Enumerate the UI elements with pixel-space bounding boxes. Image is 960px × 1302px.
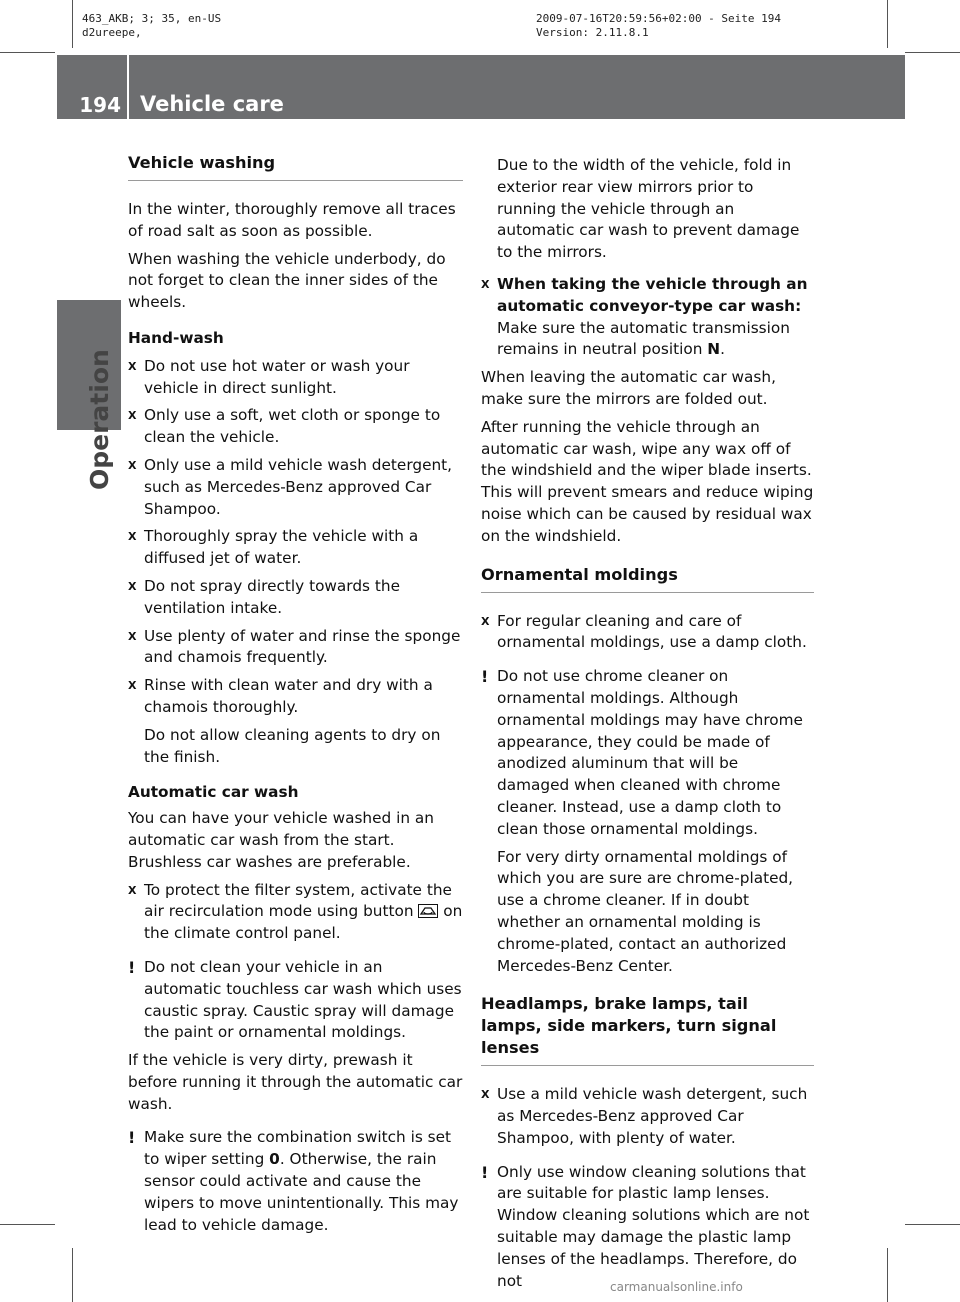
- list-item-followup: Do not allow cleaning agents to dry on the finish.: [144, 725, 441, 766]
- crop-mark: [72, 0, 73, 48]
- chapter-title: Vehicle care: [140, 92, 284, 116]
- crop-mark: [72, 1248, 73, 1302]
- arrow-right-icon: X: [128, 409, 137, 423]
- warning-note: ! Do not clean your vehicle in an automatic touchless car wash which uses caustic spray. Caustic spray will damage the paint or ornamental moldings.: [128, 957, 462, 1042]
- left-column: [128, 152, 463, 1242]
- list-item-followup: Due to the width of the vehicle, fold in exterior rear view mirrors prior to running the vehicle through an automatic car wash to prevent damage to the mirrors.: [497, 156, 800, 262]
- exclamation-icon: !: [128, 957, 136, 977]
- right-column: [481, 155, 814, 1298]
- crop-mark: [905, 1224, 960, 1225]
- paragraph: You can have your vehicle washed in an automatic car wash from the start. Brushless car washes are preferable.: [128, 809, 434, 871]
- crop-mark: [0, 1224, 55, 1225]
- header-divider: [127, 55, 129, 119]
- arrow-right-icon: X: [128, 579, 137, 593]
- exclamation-icon: !: [128, 1128, 136, 1148]
- print-meta-right: 2009-07-16T20:59:56+02:00 - Seite 194 Version: 2.11.8.1: [536, 12, 782, 39]
- paragraph: In the winter, thoroughly remove all traces of road salt as soon as possible.: [128, 200, 456, 240]
- subheading-hand-wash: Hand-wash: [128, 328, 224, 347]
- side-tab-label: Operation: [85, 349, 114, 490]
- list-item: X Do not spray directly towards the ventilation intake.: [128, 576, 400, 617]
- list-item: X Thoroughly spray the vehicle with a diffused jet of water.: [128, 527, 419, 568]
- print-meta-left: 463_AKB; 3; 35, en-US d2ureepe,: [82, 12, 222, 39]
- list-item: X To protect the filter system, activate the air recirculation mode using button on the climate control panel.: [128, 880, 463, 943]
- warning-note: ! Make sure the combination switch is set to wiper setting 0. Otherwise, the rain sensor could activate and cause the wipers to move unintentionally. This may lead to vehicle damage.: [128, 1128, 459, 1234]
- list-item: X For regular cleaning and care of ornamental moldings, use a damp cloth.: [481, 611, 807, 652]
- watermark: carmanualsonline.info: [610, 1280, 743, 1294]
- arrow-right-icon: X: [128, 883, 137, 897]
- arrow-right-icon: X: [128, 679, 137, 693]
- arrow-right-icon: X: [128, 458, 137, 472]
- section-heading-ornamental-moldings: Ornamental moldings: [481, 564, 814, 593]
- list-item: X When taking the vehicle through an automatic conveyor-type car wash: Make sure the automatic transmission remains in neutral position N.: [481, 274, 808, 359]
- subheading-automatic-car-wash: Automatic car wash: [128, 783, 299, 802]
- note-followup: For very dirty ornamental moldings of which you are sure are chrome-plated, use a chrome cleaner. If in doubt whether an ornamental molding is chrome-plated, contact an authorized Mercedes-Benz Center.: [497, 847, 794, 975]
- list-item: X Only use a mild vehicle wash detergent, such as Mercedes-Benz approved Car Shampoo.: [128, 455, 453, 518]
- crop-mark: [887, 0, 888, 48]
- crop-mark: [905, 52, 960, 53]
- arrow-right-icon: X: [481, 1088, 490, 1102]
- exclamation-icon: !: [481, 1162, 489, 1182]
- paragraph: When leaving the automatic car wash, make sure the mirrors are folded out.: [481, 368, 776, 408]
- list-item: X Use plenty of water and rinse the sponge and chamois frequently.: [128, 626, 461, 667]
- crop-mark: [0, 52, 55, 53]
- air-recirculation-icon: [418, 904, 438, 918]
- list-item: X Do not use hot water or wash your vehicle in direct sunlight.: [128, 356, 410, 397]
- section-heading-lamps: Headlamps, brake lamps, tail lamps, side markers, turn signal lenses: [481, 993, 814, 1066]
- paragraph: When washing the vehicle underbody, do not forget to clean the inner sides of the wheels.: [128, 249, 446, 312]
- list-item: X Only use a soft, wet cloth or sponge to clean the vehicle.: [128, 406, 441, 447]
- warning-note: ! Only use window cleaning solutions that are suitable for plastic lamp lenses. Window cleaning solutions which are not suitable may damage the plastic lamp lenses of the headlamps. Therefore, do not: [481, 1162, 810, 1290]
- arrow-right-icon: X: [128, 629, 137, 643]
- page-number: 194: [79, 93, 121, 117]
- list-item: X Use a mild vehicle wash detergent, such as Mercedes-Benz approved Car Shampoo, with plenty of water.: [481, 1085, 808, 1147]
- paragraph: If the vehicle is very dirty, prewash it before running it through the automatic car wash.: [128, 1051, 463, 1113]
- list-item: X Rinse with clean water and dry with a chamois thoroughly.: [128, 676, 433, 716]
- arrow-right-icon: X: [481, 614, 490, 628]
- crop-mark: [887, 1248, 888, 1302]
- arrow-right-icon: X: [128, 530, 137, 544]
- warning-note: ! Do not use chrome cleaner on ornamental moldings. Although ornamental moldings may have chrome appearance, they could be made of anodized aluminum that will be damaged when cleaned with chrome cleaner. Instead, use a damp cloth to clean those ornamental moldings.: [481, 667, 803, 838]
- section-heading-vehicle-washing: Vehicle washing: [128, 152, 463, 181]
- exclamation-icon: !: [481, 667, 489, 687]
- arrow-right-icon: X: [128, 359, 137, 373]
- arrow-right-icon: X: [481, 277, 490, 291]
- paragraph: After running the vehicle through an automatic car wash, wipe any wax off of the windshield and the wiper blade inserts. This will prevent smears and reduce wiping noise which can be caused by residual wax on the windshield.: [481, 417, 814, 545]
